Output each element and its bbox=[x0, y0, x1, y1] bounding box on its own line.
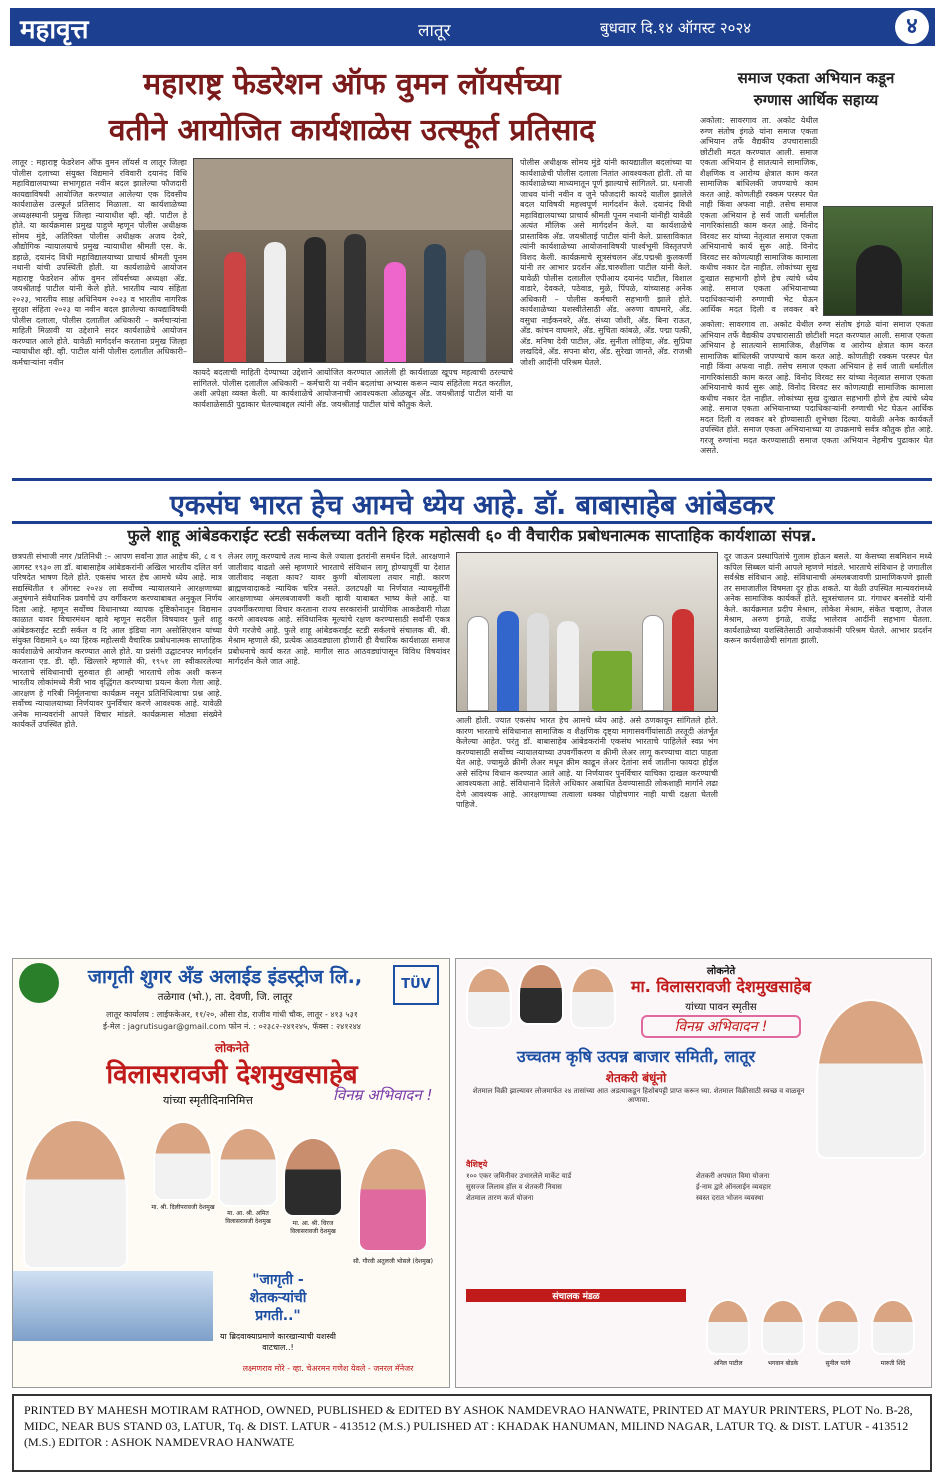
company-name: जागृती शुगर अँड अलाईड इंडस्ट्रीज लि., bbox=[87, 966, 363, 988]
person-figure bbox=[344, 234, 366, 362]
story1-headline-line2: वतीने आयोजित कार्यशाळेस उत्स्फूर्त प्रतिसाद bbox=[108, 113, 596, 148]
story2-column-2: लेअर लागू करण्याचे तत्व मान्य केले ज्याला इतरांनी समर्थन दिले. आरक्षणाने जातीवाद वाढतो असे म्हणणारे भारताचे संविधान लागू होण्यापूर्वी या देशात जातीवाद नव्हता काय? यावर कुणी बोलायला तयार नाही. कारण ब्राह्मणवादाकडे न्यायिक चरित्र नसते. उलटपक्षी या निर्णयात न्यायमूर्तींनी आरक्षणाच्या अंमलबजावणी कशी व्हावी याबाबत भाष्य केले आहे. या उपवर्गीकरणाचा विचार करताना राज्य सरकारांनी प्रायोगिक आकडेवारी गोळा करणे आवश्यक आहे. संविधानिक मूल्यांचे रक्षण करण्यासाठी सर्वांनी एकत्र येणे गरजेचे आहे. फुले शाहू आंबेडकराईट स्टडी सर्कलचे संचालक बी. बी. मेश्राम म्हणाले की, प्रत्येक आठवड्याला होणारी ही वैचारिक कार्यशाळा समाज प्रबोधनाचे कार्य करत आहे. मागील साठ आठवड्यांपासून विविध विषयांवर मार्गदर्शन केले जात आहे. bbox=[228, 552, 450, 666]
official-portrait bbox=[761, 1299, 805, 1355]
greeting-text: विनम्र अभिवादन ! bbox=[641, 1015, 801, 1038]
official-portrait bbox=[871, 1299, 915, 1355]
feature-item: शेतकरी अपघात विमा योजना bbox=[696, 1172, 770, 1180]
person-portrait bbox=[518, 963, 564, 1025]
side-story-body-upper: अकोला: सावरगाव ता. अकोट येथील रुग्ण संतोष इंगळे यांना समाज एकता अभियान तर्फे वैद्यकीय उपचारासाठी छोटीशी मदत करण्यात आली. समाज एकता अभियान हे सातत्याने सामाजिक, शैक्षणिक व आरोग्य क्षेत्रात काम करत सामाजिक बांधिलकी जपण्याचे काम करत आहे. कोणतीही रक्कम परस्पर घेत नाही किंवा अफवा नाही. तसेच समाज एकता अभियान हे सर्व जाती धर्मातील नागरिकांसाठी काम करत आहे. विनोद विरवट सर यांच्या नेतृत्वात समाज एकता अभियानाचे कार्य सुरू आहे. विनोद विरवट सर कोणत्याही सामाजिक कामाला कधीच नकार देत नाहीत. लोकांच्या सुख दुःखात सहभागी होणे हेच त्यांचे ध्येय आहे. समाज एकता अभियानाच्या पदाधिकाऱ्यांनी रुग्णाची भेट घेऊन आर्थिक मदत दिली व लवकर बरे bbox=[700, 116, 818, 314]
tagline-line: शेतकऱ्यांची bbox=[249, 1290, 307, 1306]
person-figure bbox=[304, 237, 326, 362]
farmers-label: शेतकरी बंधूंनो bbox=[605, 1071, 667, 1085]
story2-column-1: छत्रपती संभाजी नगर /प्रतिनिधी :– आपण सर्वांना ज्ञात आहेच की, ८ व ९ आगस्ट १९३० ला डॉ. बाबासाहेब आंबेडकरांनी अखिल भारतीय दलित वर्ग परिषदेत भाषण दिले होते. एकसंघ भारत हेच आमचे ध्येय आहे. मात्र सद्यस्थितीत १ ऑगस्ट २०२४ ला सर्वोच्च न्यायालयाने आरक्षणाच्या अनुषंगाने संवैधानिक प्रवर्गांचे उप वर्गीकरण करण्याबाबत अनुकूल निर्णय दिला आहे. म्हणून सर्वोच्च विधानाच्या व्यापक दृष्टिकोनातून विद्यमान काळात यावर विचारमंथन व्हावे म्हणून सदरील विषयावर फुले शाहू आंबेडकराईट स्टडी सर्कल व दि आल इंडिया नाग असोसिएशन यांच्या संयुक्त विद्यमाने ६० व्या हिरक महोत्सवी वैचारिक प्रबोधनात्मक साप्ताहिक कार्यशाळेचे आयोजन करण्यात आले होते. या प्रसंगी उद्घाटनपर मार्गदर्शन करताना एड. डी. व्ही. खिल्लारे म्हणाले की, १९५१ ला स्वीकारलेल्या भारताचे संविधानाची सुरुवात ही आम्ही भारताचे लोक अशी करून भारतीय लोकांमध्ये मैत्री भाव वृद्धिंगत करण्याचा प्रयत्न केला गेला आहे. आरक्षण हे गरिबी निर्मूलनाचा कार्यक्रम नसून प्रतिनिधित्वाचा प्रश्न आहे. सर्वोच्च न्यायालयाच्या निर्णयावर पुनर्विचार करणे आवश्यक आहे. यावेळी अनेक मान्यवरांनी आपले विचार मांडले. कार्यक्रमास मोठ्या संख्येने कार्यकर्ते उपस्थित होते. bbox=[12, 552, 222, 729]
leader-name: मा. विलासरावजी देशमुखसाहेब bbox=[630, 977, 811, 996]
leader-portrait bbox=[23, 1119, 128, 1269]
person-figure bbox=[424, 244, 446, 362]
leader-name: विलासरावजी देशमुखसाहेब bbox=[106, 1060, 358, 1090]
tagline-footnote: या ब्रिदवाक्याप्रमाणे कारखान्याची यशस्वी वाटचाल..! bbox=[220, 1332, 336, 1352]
jagruti-sugar-advertisement bbox=[12, 958, 450, 1388]
story2-photo bbox=[456, 552, 718, 712]
story2-headline-band bbox=[12, 478, 932, 524]
story1-column-3: पोलीस अधीक्षक सोमय मुंडे यांनी कायद्यातील बदलांच्या या कार्यशाळेची पोलीस दलाला नितांत आवश्यकता होती. तो या कार्यशाळेच्या माध्यमातून पूर्ण झाल्याचे सांगितले. प्रा. धनाजी जाधव यांनी नवीन व जुने फौजदारी कायदे यातील झालेले बदल याविषयी महत्त्वपूर्ण मार्गदर्शन केले. दयानंद विधी महाविद्यालयाच्या प्राचार्य श्रीमती पूनम नथानी यांनीही यावेळी अत्यंत मौलिक असे मार्गदर्शन केले. या कार्यशाळेचे प्रास्ताविक अ‍ॅड. जयश्रीताई पाटील यांनी केले. प्रास्ताविकात त्यांनी कार्यशाळेच्या आयोजनाविषयी पार्श्वभूमी विस्तृतपणे विशद केली. कार्यक्रमाचे सूत्रसंचलन अ‍ॅड.पद्मश्री कुलकर्णी यांनी तर आभार प्रदर्शन अ‍ॅड.चारुशीला पाटील यांनी केले. यावेळी पोलीस दलातील एपीआय दयानंद पाटील, विशाल वाडारे, देवकते, पठेवाड, मुळे, पिंपळे, यांच्यासह अनेक अधिकारी – पोलीस कर्मचारी सहभागी झाले होते. कार्यशाळेच्या यशस्वीतेसाठी अ‍ॅड. अरुणा वाघमारे, अ‍ॅड. वसुधा नाईकनवरे, अ‍ॅड. संध्या जोशी, अ‍ॅड. बिना राऊत, अ‍ॅड. कांचन वाघमारे, अ‍ॅड. सुचिता कांबळे, अ‍ॅड. पद्मा पत्की, अ‍ॅड. मनिषा देवी पाटील, अ‍ॅड. सुनीता लोहिया, अ‍ॅड. सुप्रिया लखदिवे, अ‍ॅड. सपना बोरा, अ‍ॅड. सुरेखा जानते, अ‍ॅड. राजश्री जोशी आदींनी परिश्रम घेतले. bbox=[520, 158, 692, 367]
feature-item: स्वस्त दरात भोजन व्यवस्था bbox=[696, 1194, 764, 1202]
person-caption: मा. श्री. दिलीपरावजी देशमुख bbox=[151, 1204, 215, 1211]
page-number: ४ bbox=[895, 10, 929, 44]
story2-column-4: दूर जाऊन प्रस्थापितांचे गुलाम होऊन बसले. या केसच्या सबमिशन मध्ये कपिल सिब्बल यांनी आपले म्हणणे मांडले. भारताचे संविधान हे जगातील सर्वश्रेष्ठ संविधान आहे. संविधानाची अंमलबजावणी प्रामाणिकपणे झाली तर समाजातील विषमता दूर होऊ शकते. या वेळी उपस्थित मान्यवरांमध्ये अनेक सामाजिक कार्यकर्ते होते. सूत्रसंचालन प्रा. गंगाधर बनसोडे यांनी केले. कार्यक्रमात प्रदीप मेश्राम, लोकेश मेश्राम, संकेत चव्हाण, तेजल मेश्राम, अरुण इंगळे, राजेंद्र भालेराव आदींनी सहभाग घेतला. कार्यशाळेच्या यशस्वितेसाठी आयोजकांनी परिश्रम घेतले. आभार प्रदर्शन करून कार्यशाळेची सांगता झाली. bbox=[724, 552, 932, 645]
story2-headline: एकसंघ भारत हेच आमचे ध्येय आहे. डॉ. बाबासाहेब आंबेडकर bbox=[169, 490, 775, 521]
person-portrait bbox=[358, 1147, 428, 1252]
official-caption: सुनील पतंगे bbox=[825, 1360, 851, 1367]
side-story-title-line1: समाज एकता अभियान कडून bbox=[737, 69, 895, 87]
side-story-title-line2: रुग्णास आर्थिक सहाय्य bbox=[753, 91, 879, 109]
side-story-body-lower: अकोला: सावरगाव ता. अकोट येथील रुग्ण संतोष इंगळे यांना समाज एकता अभियान तर्फे वैद्यकीय उपचारासाठी छोटीशी मदत करण्यात आली. समाज एकता अभियान हे सातत्याने सामाजिक, शैक्षणिक व आरोग्य क्षेत्रात काम करत सामाजिक बांधिलकी जपण्याचे काम करत आहे. कोणतीही रक्कम परस्पर घेत नाही किंवा अफवा नाही. तसेच समाज एकता अभियान हे सर्व जाती धर्मातील नागरिकांसाठी काम करत आहे. विनोद विरवट सर यांच्या नेतृत्वात समाज एकता अभियानाचे कार्य सुरू आहे. विनोद विरवट सर कोणत्याही सामाजिक कामाला कधीच नकार देत नाहीत. लोकांच्या सुख दुःखात सहभागी होणे हेच त्यांचे ध्येय आहे. समाज एकता अभियानाच्या पदाधिकाऱ्यांनी रुग्णाची भेट घेऊन आर्थिक मदत दिली व लवकर बरे होण्यासाठी शुभेच्छा दिल्या. यावेळी अनेक कार्यकर्ते उपस्थित होते. समाज एकता अभियानाच्या या उपक्रमाचे सर्वत्र कौतुक होत आहे. गरजू रुग्णांना मदत करण्यासाठी समाज एकता अभियान नेहमीच पुढाकार घेत असते. bbox=[700, 320, 933, 455]
person-figure bbox=[384, 262, 406, 362]
person-figure bbox=[672, 609, 694, 711]
leader-label: लोकनेते bbox=[706, 966, 736, 977]
person-portrait bbox=[466, 967, 512, 1029]
person-figure bbox=[264, 242, 286, 362]
official-caption: मारुती शिंदे bbox=[880, 1360, 906, 1367]
masthead bbox=[10, 8, 935, 46]
market-committee-advertisement bbox=[455, 958, 932, 1388]
feature-item: शेतमाल तारण कर्ज योजना bbox=[466, 1194, 534, 1202]
feature-item: ई-नाम द्वारे ऑनलाईन व्यवहार bbox=[696, 1183, 771, 1191]
person-figure bbox=[497, 611, 519, 711]
portrait-frame bbox=[592, 651, 632, 711]
leader-label: लोकनेते bbox=[215, 1041, 249, 1055]
photo-background bbox=[194, 159, 512, 230]
features-list-left bbox=[466, 1171, 686, 1204]
newspaper-name: महावृत्त bbox=[20, 15, 89, 45]
feature-item: सुसज्ज लिलाव हॉल व शेतकरी निवास bbox=[466, 1183, 562, 1191]
story1-photo bbox=[193, 158, 513, 363]
official-portrait bbox=[706, 1299, 750, 1355]
person-portrait bbox=[218, 1127, 278, 1207]
person-figure bbox=[527, 613, 549, 711]
story1-column-1: लातूर : महाराष्ट्र फेडरेशन ऑफ वुमन लॉयर्स व लातूर जिल्हा पोलीस दलाच्या संयुक्त विद्यमाने रविवारी दयानंद विधि महाविद्यालयाच्या सभागृहात नवीन बदल झालेल्या फौजदारी कायद्याविषयी आयोजित करण्यात आलेल्या एक दिवसीय कार्यशाळेस उत्स्फूर्त प्रतिसाद मिळाला. या कार्यशाळेच्या अध्यक्षस्थानी प्रमुख जिल्हा न्यायाधीश व्ही. व्ही. पाटील हे होते. या कार्यक्रमास प्रमुख पाहुणे म्हणून पोलीस अधीक्षक सोमय मुंडे, अतिरिक्त पोलीस अधीक्षक अजय देवरे, औद्योगिक न्यायालयाचे प्रमुख न्यायाधीश श्रीमती एस. के. डहाळे, दयानंद विधी महाविद्यालयाच्या प्राचार्य श्रीमती पूनम नथानी यांची उपस्थिती होती. या कार्यशाळेचे आयोजन महाराष्ट्र फेडरेशन ऑफ वुमन लॉयर्सच्या अध्यक्षा अ‍ॅड. जयश्रीताई पाटील यांनी केले होते. भारतीय न्याय संहिता २०२३, भारतीय साक्ष अधिनियम २०२३ व भारतीय नागरिक सुरक्षा संहिता २०२३ या नवीन बदल झालेल्या कायद्याविषयी पोलीस दलाला, पोलीस दलातील अधिकारी – कर्मचाऱ्यांना माहिती मिळावी या उद्देशाने सदर कार्यशाळेचे आयोजन करण्यात आले होते. यावेळी मार्गदर्शन करताना प्रमुख जिल्हा न्यायाधीश व्ही. व्ही. पाटील यांनी पोलीस दलातील अधिकारी– कर्मचाऱ्यांना नवीन bbox=[12, 158, 187, 367]
side-story-portrait bbox=[823, 206, 933, 316]
committee-name: उच्चतम कृषि उत्पन्न बाजार समिती, लातूर bbox=[516, 1047, 756, 1066]
features-list-right bbox=[696, 1171, 921, 1204]
person-portrait bbox=[153, 1121, 213, 1201]
tuv-badge: TÜV bbox=[393, 965, 439, 1005]
memorial-line: यांच्या पावन स्मृतीस bbox=[685, 1002, 757, 1013]
factory-image bbox=[13, 1271, 213, 1341]
intro-text: शेतमाल विक्री झाल्यावर लोजमार्फत २४ तासांच्या आत अडत्याकडून हिशोबपट्टी प्राप्त करून घ्या. शेतमाल विक्रीसाठी स्वच्छ व वाळवून आणावा. bbox=[472, 1087, 805, 1104]
bottom-credit: लक्ष्मणराव मोरे - व्हा. चेअरमन गणेश येवले - जनरल मॅनेजर bbox=[242, 1364, 414, 1373]
official-caption: भगवान बोडके bbox=[767, 1360, 799, 1367]
greeting-text: विनम्र अभिवादन ! bbox=[333, 1086, 433, 1104]
story1-column-2: कायदे बदलाची माहिती देण्याच्या उद्देशाने आयोजित करण्यात आलेली ही कार्यशाळा खूपच महत्वाची ठरल्याचे सांगितले. पोलीस दलातील अधिकारी – कर्मचारी या नवीन बदलांचा अभ्यास करून न्याय संहितेला मदत करतील, अशी अपेक्षा व्यक्त केली. या कार्यशाळेचे आयोजनाची आवश्यकता ओळखून अ‍ॅड. जयश्रीताई पाटील यांनी या कार्यशाळेसाठी पुढाकार घेतल्याबद्दल त्यांनी अ‍ॅड. जयश्रीताई पाटील यांचे कौतुक केले. bbox=[193, 368, 513, 409]
feature-item: १०० एकर जमिनीवर उभारलेले मार्केट यार्ड bbox=[466, 1172, 572, 1180]
tagline bbox=[218, 1271, 338, 1325]
person-figure bbox=[856, 245, 902, 315]
official-caption: अनिल पाटील bbox=[713, 1360, 743, 1367]
panel-title: संचालक मंडळ bbox=[466, 1289, 686, 1302]
person-figure bbox=[467, 616, 489, 711]
tagline-line: "जागृती - bbox=[252, 1272, 304, 1288]
person-caption: सौ. गौरवी अतुलजी भोसले (देशमुख) bbox=[353, 1258, 433, 1265]
masthead-city: लातूर bbox=[418, 21, 451, 41]
company-address: तळेगाव (भो.), ता. देवणी, जि. लातूर bbox=[157, 992, 293, 1003]
person-figure bbox=[224, 252, 246, 362]
story2-subheadline: फुले शाहू आंबेडकराईट स्टडी सर्कलच्या वतीने हिरक महोत्सवी ६० वी वैचारीक प्रबोधनात्मक साप्ताहिक कार्यशाळा संपन्न. bbox=[127, 526, 817, 545]
office-address: लातूर कार्यालय : लाईफकेअर, ११/२०, औसा रोड, राजीव गांधी चौक, लातूर - ४१३ ५३१ bbox=[106, 1010, 358, 1019]
masthead-date: बुधवार दि.१४ ऑगस्ट २०२४ bbox=[600, 19, 752, 37]
contact-details: ई-मेल : jagrutisugar@gmail.com फोन नं. : ०२३८२-२४१२४५, फॅक्स : २४१२४४ bbox=[103, 1022, 361, 1031]
company-logo bbox=[19, 963, 59, 1003]
memorial-line: यांच्या स्मृतीदिनानिमित्त bbox=[163, 1094, 253, 1107]
story1-headline-line1: महाराष्ट्र फेडरेशन ऑफ वुमन लॉयर्सच्या bbox=[143, 67, 561, 102]
person-figure bbox=[557, 621, 579, 711]
person-caption: मा. आ. श्री. धिरज विलासरावजी देशमुख bbox=[290, 1220, 336, 1235]
leader-portrait bbox=[816, 999, 926, 1159]
person-caption: मा. आ. श्री. अमित विलासरावजी देशमुख bbox=[225, 1210, 271, 1225]
print-line-footer: PRINTED BY MAHESH MOTIRAM RATHOD, OWNED, PUBLISHED & EDITED BY ASHOK NAMDEVRAO HANWATE, PRINTED AT MAYUR PRINTERS, PLOT No. B-28, MIDC, NEAR BUS STAND 03, LATUR, Tq. & DIST. LATUR - 413512 (M.S.) PULISHED AT : KHADAK HANUMAN, MILIND NAGAR, LATUR TQ. & DIST. LATUR - 413512 (M.S.) EDITOR : ASHOK NAMDEVRAO HANWATE bbox=[12, 1394, 932, 1472]
tagline-line: प्रगती.." bbox=[255, 1308, 301, 1324]
person-portrait bbox=[283, 1137, 343, 1217]
story2-column-3: आली होती. ज्यात एकसंघ भारत हेच आमचे ध्येय आहे. असे ठणकावून सांगितले होते. कारण भारताचे संविधानात सामाजिक व शैक्षणिक दृष्ट्या मागासवर्गीयांसाठी तरतूदी अंतर्भूत केलेल्या आहेत. परंतु डॉ. बाबासाहेब आंबेडकरांनी एकसंघ भारताचे पाहिलेले स्वप्न भंग करण्यासाठी सर्वोच्च न्यायालयाच्या उपवर्गीकरण व क्रीमी लेअर लागू करण्याचा वाटा पाहता येत आहे. ज्यामुळे क्रीमी लेअर मधून क्रीम काढून लेअर देतांना सर्व जातीना फायदा होईल असे संदिग्ध विधान करण्यात आले आहे. या निर्णयावर पुनर्विचार याचिका दाखल करण्याची आवश्यकता आहे. संविधानाने दिलेले अधिकार अबाधित ठेवण्यासाठी लोकशाही मार्गाने लढा देणे आवश्यक आहे. आरक्षणाच्या तत्वाला धक्का पोहोचणार नाही याची दक्षता घेतली पाहिजे. bbox=[456, 716, 718, 809]
features-title: वैशिष्ट्ये bbox=[466, 1160, 488, 1169]
person-figure bbox=[642, 615, 664, 711]
official-portrait bbox=[816, 1299, 860, 1355]
person-figure bbox=[464, 250, 486, 362]
